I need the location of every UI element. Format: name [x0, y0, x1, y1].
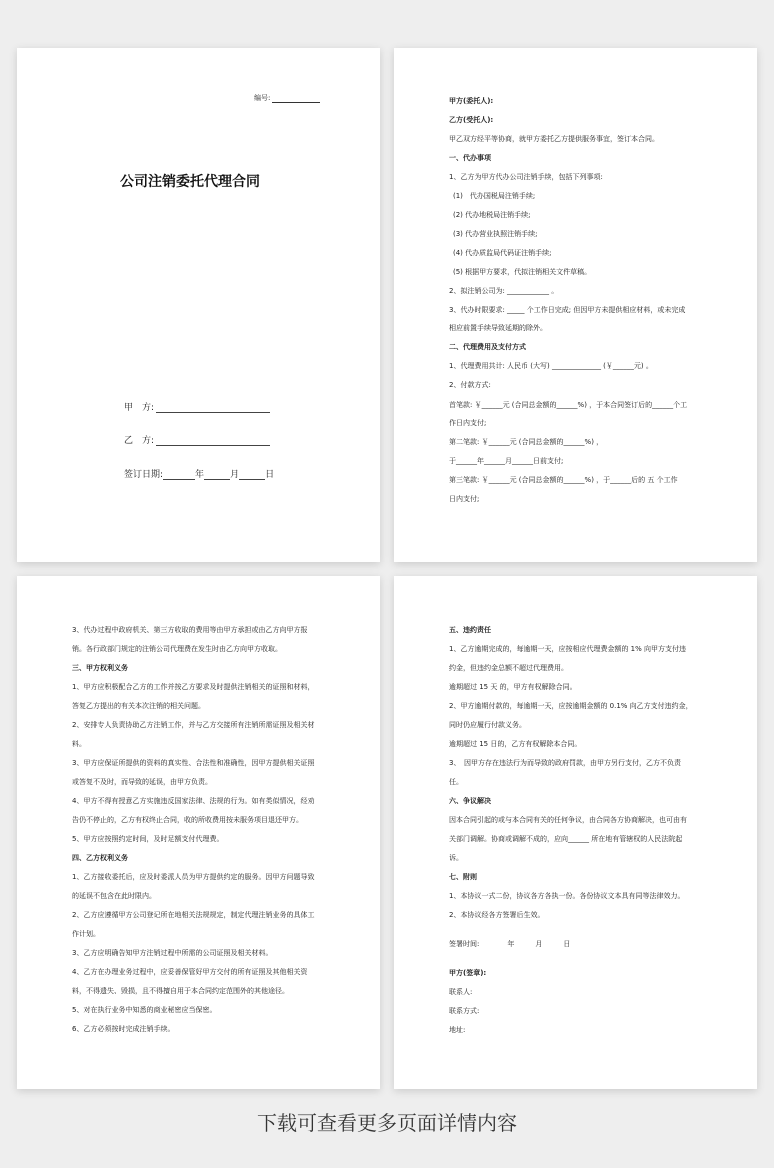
text-line: 任。 [449, 778, 463, 786]
section-heading: 六、争议解决 [449, 797, 491, 805]
party-b-agent: 乙方(受托人): [449, 116, 494, 124]
text-line: 5、甲方应按照约定时间，及时足额支付代理费。 [72, 835, 224, 843]
text-line: 答复乙方提出的有关本次注销的相关问题。 [72, 702, 205, 710]
text-line: 相应前置手续导致延期的除外。 [449, 324, 547, 332]
text-line: 1、甲方应积极配合乙方的工作并按乙方要求及时提供注销相关的证照和材料， [72, 683, 315, 691]
party-a-principal: 甲方(委托人): [449, 97, 494, 105]
text-line: 作日内支付; [449, 419, 487, 427]
party-a-label: 甲 方: [124, 403, 155, 413]
text-line: 2、甲方逾期付款的，每逾期一天，应按逾期金额的 0.1% 向乙方支付违约金， [449, 702, 693, 710]
text-line: (5) 根据甲方要求，代拟注销相关文件草稿。 [453, 268, 592, 276]
year-label: 年 [195, 470, 205, 480]
text-line: 2、付款方式: [449, 381, 491, 389]
contract-title: 公司注销委托代理合同 [120, 174, 260, 190]
text-line: 作计划。 [72, 930, 100, 938]
text-line: (2) 代办地税局注销手续; [453, 211, 531, 219]
text-line: 1、乙方为甲方代办公司注销手续，包括下列事项: [449, 173, 603, 181]
text-line: (3) 代办营业执照注销手续; [453, 230, 538, 238]
text-line: (4) 代办质监局代码证注销手续; [453, 249, 552, 257]
contract-number [254, 93, 320, 103]
text-line: 因本合同引起的或与本合同有关的任何争议，由合同各方协商解决，也可由有 [449, 816, 687, 824]
day-label: 日 [265, 470, 275, 480]
text-line: 6、乙方必须按时完成注销手续。 [72, 1025, 175, 1033]
party-b-label: 乙 方: [124, 436, 155, 446]
text-line: 于______年______月______日前支付; [449, 457, 564, 465]
text-line: 的延误不包含在此时限内。 [72, 892, 156, 900]
party-a-seal: 甲方(签章): [449, 969, 487, 977]
text-line: 2、拟注销公司为: ____________ 。 [449, 287, 559, 295]
text-line: 第二笔款: ￥______元 (合同总金额的______%) ， [449, 438, 604, 446]
contract-number-label: 编号: [254, 94, 271, 102]
contract-page-4 [394, 576, 757, 1089]
month-label: 月 [230, 470, 240, 480]
text-line: (1) 代办国税局注销手续; [453, 192, 536, 200]
year-blank [163, 469, 195, 480]
text-line: 告仍不停止的，乙方有权终止合同，收的所收费用按未服务项目退还甲方。 [72, 816, 303, 824]
section-heading: 五、违约责任 [449, 626, 491, 634]
contract-page-3 [17, 576, 380, 1089]
text-line: 诉。 [449, 854, 463, 862]
contract-number-blank [272, 94, 320, 103]
text-line: 1、乙方接收委托后，应及时委派人员为甲方提供约定的服务。因甲方问题导致 [72, 873, 315, 881]
month-blank [204, 469, 230, 480]
text-line: 2、安排专人负责协助乙方注销工作，并与乙方交接所有注销所需证照及相关材 [72, 721, 315, 729]
text-line: 首笔款: ￥______元 (合同总金额的______%) ，于本合同签订后的______个工 [449, 401, 688, 409]
text-line: 1、乙方逾期完成的，每逾期一天，应按相应代理费金额的 1% 向甲方支付违 [449, 645, 687, 653]
contact-method: 联系方式: [449, 1007, 480, 1015]
text-line: 第三笔款: ￥______元 (合同总金额的______%) ，于______后的 五 个工作 [449, 476, 678, 484]
section-heading: 四、乙方权利义务 [72, 854, 128, 862]
text-line: 或答复不及时，而导致的延误，由甲方负责。 [72, 778, 212, 786]
signing-time: 签署时间: 年 月 日 [449, 940, 571, 948]
text-line: 约金，但违约金总额不超过代理费用。 [449, 664, 568, 672]
text-line: 3、代办时限要求: _____ 个工作日完成; 但因甲方未提供相应材料，或未完成 [449, 306, 686, 314]
text-line: 逾期超过 15 天 的，甲方有权解除合同。 [449, 683, 577, 691]
sign-date-label: 签订日期: [124, 470, 164, 480]
text-line: 3、乙方应明确告知甲方注销过程中所需的公司证照及相关材料。 [72, 949, 273, 957]
party-b-line [124, 433, 270, 446]
text-line: 逾期超过 15 日的，乙方有权解除本合同。 [449, 740, 582, 748]
text-line: 2、乙方应遵循甲方公司登记所在地相关法规规定，制定代理注销业务的具体工 [72, 911, 315, 919]
text-line: 1、代理费用共计: 人民币 (大写) ______________ (￥______元) 。 [449, 362, 653, 370]
section-heading: 一、代办事项 [449, 154, 491, 162]
text-line: 5、对在执行业务中知悉的商业秘密应当保密。 [72, 1006, 217, 1014]
text-line: 3、 因甲方存在违法行为而导致的政府罚款，由甲方另行支付，乙方不负责 [449, 759, 681, 767]
text-line: 3、代办过程中政府机关、第三方收取的费用等由甲方承担或由乙方向甲方报 [72, 626, 308, 634]
text-line: 料。 [72, 740, 86, 748]
footer-caption: 下载可查看更多页面详情内容 [257, 1111, 517, 1135]
sign-date-line [124, 467, 274, 480]
section-heading: 三、甲方权利义务 [72, 664, 128, 672]
text-line: 销。各行政部门规定的注销公司代理费在发生时由乙方向甲方收取。 [72, 645, 282, 653]
text-line: 4、甲方不得有授意乙方实施违反国家法律、法规的行为。如有类似情况，经劝 [72, 797, 315, 805]
text-line: 甲乙双方经平等协商，就甲方委托乙方提供服务事宜，签订本合同。 [449, 135, 659, 143]
text-line: 关部门调解。协商或调解不成的，应向______ 所在地有管辖权的人民法院起 [449, 835, 683, 843]
text-line: 同时仍应履行付款义务。 [449, 721, 526, 729]
text-line: 1、本协议一式二份，协议各方各执一份。各份协议文本具有同等法律效力。 [449, 892, 685, 900]
contact-person: 联系人: [449, 988, 473, 996]
address: 地址: [449, 1026, 466, 1034]
party-a-line [124, 400, 270, 413]
text-line: 日内支付; [449, 495, 480, 503]
party-a-blank [156, 402, 270, 413]
contract-cover-page [17, 48, 380, 562]
party-b-blank [156, 435, 270, 446]
section-heading: 二、代理费用及支付方式 [449, 343, 526, 351]
day-blank [239, 469, 265, 480]
contract-page-2 [394, 48, 757, 562]
text-line: 3、甲方应保证所提供的资料的真实性、合法性和准确性，因甲方提供相关证照 [72, 759, 315, 767]
text-line: 4、乙方在办理业务过程中，应妥善保管好甲方交付的所有证照及其他相关资 [72, 968, 308, 976]
section-heading: 七、附则 [449, 873, 477, 881]
text-line: 2、本协议经各方签署后生效。 [449, 911, 545, 919]
text-line: 料，不得遗失、毁损，且不得擅自用于本合同约定范围外的其他途径。 [72, 987, 289, 995]
